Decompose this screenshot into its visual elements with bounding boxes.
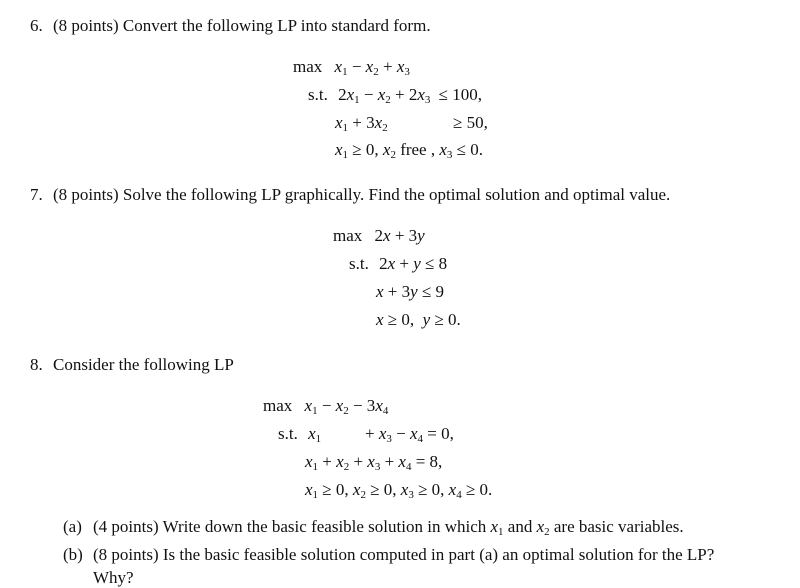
q6-constraint-1-expr: $2x_1 - x_2 + 2x_3$ [338, 85, 431, 106]
q8-header [30, 356, 234, 373]
q6-text: (8 points) Convert the following LP into standard form. [53, 16, 431, 35]
q7-objective [333, 227, 425, 244]
q7-max-label: max [333, 226, 363, 245]
q6-st-label: s.t. [308, 85, 328, 104]
q6-number: 6. [30, 16, 43, 35]
q7-objective-expr: 2x + 3y [374, 226, 425, 245]
q8-part-a: (4 points) Write down the basic feasible solution in which $x_1$ and $x_2$ are basic variables. [93, 517, 684, 538]
q8-text: Consider the following LP [53, 355, 234, 374]
q6-sign-constraints: $x_1 \ge 0$, $x_2$ free , $x_3 \le 0$. [335, 140, 483, 161]
q8-sign-constraints: $x_1 \ge 0$, $x_2 \ge 0$, $x_3 \ge 0$, $x_4 \ge 0$. [305, 480, 493, 501]
q7-sign-constraints: x ≥ 0, y ≥ 0. [376, 310, 461, 329]
q8-number: 8. [30, 355, 43, 374]
q6-max-label: max [293, 57, 323, 76]
q8-part-b-label: (b) [63, 545, 83, 564]
q6-constraint-1 [308, 85, 483, 106]
q6-x3-tail: ≤ 0. [456, 140, 483, 159]
q8-objective-expr: $x_1 - x_2 - 3x_4$ [304, 396, 389, 417]
q8-constraint-1-rest: + $x_3 - x_4 = 0$, [365, 424, 454, 445]
q8-part-a-and: and [507, 517, 533, 536]
q6-constraint-2-expr: $x_1 + 3x_2$ [335, 113, 388, 134]
q8-part-b-text-1: (8 points) Is the basic feasible solution computed in part (a) an optimal solution for the LP? [93, 545, 715, 564]
q8-objective [263, 396, 389, 417]
q6-constraint-2-rhs: ≥ 50, [453, 113, 488, 132]
q8-part-a-text-2: are basic variables. [553, 517, 684, 536]
q7-st-label: s.t. [349, 254, 369, 273]
q7-header [30, 186, 670, 203]
q8-st-label: s.t. [278, 424, 298, 443]
q8-part-a-label: (a) [63, 517, 82, 536]
q6-free-word: free [400, 140, 427, 159]
q7-constraint-2: x + 3y ≤ 9 [376, 282, 445, 301]
q6-objective [293, 57, 410, 78]
q7-text: (8 points) Solve the following LP graphically. Find the optimal solution and optimal value. [53, 185, 671, 204]
q8-part-b-text-2: Why? [93, 568, 134, 587]
q7-constraint-1-expr: 2x + y ≤ 8 [379, 254, 448, 273]
q8-constraint-2: $x_1 + x_2 + x_3 + x_4 = 8$, [305, 452, 443, 473]
q6-constraint-1-rhs: ≤ 100, [438, 85, 483, 104]
q7-constraint-1 [349, 255, 447, 272]
q8-part-a-text-1: (4 points) Write down the basic feasible solution in which [93, 517, 487, 536]
q8-max-label: max [263, 396, 293, 415]
q6-objective-expr: $x_1 - x_2 + x_3$ [334, 57, 410, 78]
q6-header [30, 17, 431, 34]
q8-constraint-1-start: s.t. $x_1$ [278, 424, 322, 445]
q7-number: 7. [30, 185, 43, 204]
